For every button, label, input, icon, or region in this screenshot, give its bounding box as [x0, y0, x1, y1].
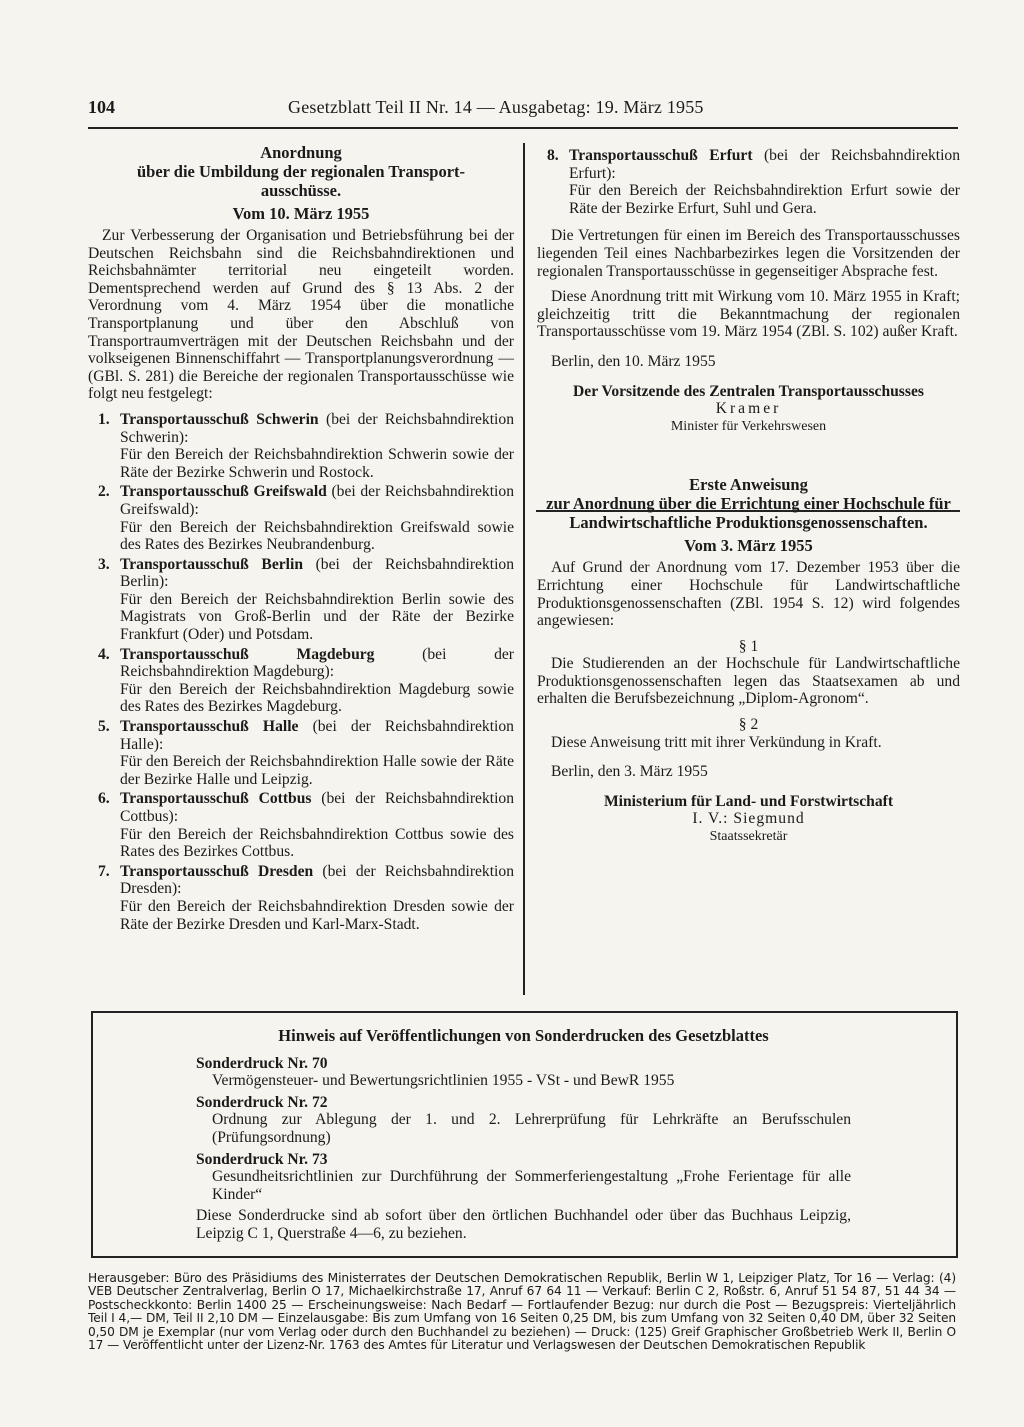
item-body: Für den Bereich der Reichsbahndirektion Dresden sowie der Räte der Bezirke Dresden und Karl-Marx-Stadt. — [120, 897, 514, 933]
section-2-heading: § 2 — [738, 716, 759, 734]
item-number: 2. — [98, 483, 110, 501]
spacer — [537, 341, 960, 353]
list-item — [88, 718, 514, 788]
ordinance-date: Vom 10. März 1955 — [232, 204, 370, 223]
left-column — [88, 143, 514, 935]
signatory-name-1: Kramer — [715, 400, 782, 418]
item-body: Für den Bereich der Reichsbahndirektion Berlin sowie des Magistrats von Groß-Berlin und der Räte der Bezirke Frankfurt (Oder) und Potsdam. — [120, 590, 514, 644]
item-body: Für den Bereich der Reichsbahndirektion Halle sowie der Räte der Bezirke Halle und Leipzig. — [120, 753, 514, 788]
instruction-date: Vom 3. März 1955 — [684, 536, 813, 556]
spacer — [88, 403, 514, 411]
header-rule — [88, 127, 958, 129]
item-head: (bei der Reichsbahndirektion Dresden): — [120, 862, 514, 898]
list-item — [88, 556, 514, 644]
notice-title: Hinweis auf Veröffentlichungen von Sonderdrucken des Gesetzblattes — [278, 1026, 769, 1045]
item-body: Für den Bereich der Reichsbahndirektion Cottbus sowie des Rates des Bezirkes Cottbus. — [120, 825, 514, 861]
item-name: Transportausschuß Halle — [120, 718, 299, 736]
item-body: Für den Bereich der Reichsbahndirektion Schwerin sowie der Räte der Bezirke Schwerin und Rostock. — [120, 446, 514, 481]
signatory-name-2: I. V.: Siegmund — [692, 810, 805, 828]
signatory-organization-1: Der Vorsitzende des Zentralen Transportausschusses — [573, 382, 924, 400]
spacer — [537, 280, 960, 288]
signatory-organization-2: Ministerium für Land- und Forstwirtschaft — [603, 792, 894, 810]
list-item — [88, 411, 514, 481]
item-number: 5. — [98, 718, 110, 736]
item-head: (bei der Reichsbahndirektion Greifswald): — [120, 483, 514, 518]
place-date-2: Berlin, den 3. März 1955 — [551, 763, 708, 781]
special-print-heading: Sonderdruck Nr. 72 — [196, 1093, 328, 1111]
item-name: Transportausschuß Erfurt — [569, 147, 753, 164]
effective-paragraph: Diese Anordnung tritt mit Wirkung vom 10. März 1955 in Kraft; gleichzeitig tritt die Bekanntmachung der regionalen Transportausschüsse vom 19. März 1954 (ZBl. S. 102) außer Kraft. — [537, 288, 960, 341]
item-name: Transportausschuß Greifswald — [120, 483, 327, 501]
item-body: Für den Bereich der Reichsbahndirektion Magdeburg sowie des Rates des Bezirkes Magdeburg. — [120, 680, 514, 716]
imprint: Herausgeber: Büro des Präsidiums des Ministerrates der Deutschen Demokratischen Republik, Berlin W 1, Leipziger Platz, Tor 16 — Verlag: (4) VEB Deutscher Zentralverlag, Berlin O 17, Michaelkirchstraße 17, Anruf 67 64 11 — Verkauf: Berlin C 2, Roßstr. 6, Anruf 51 54 87, 51 44 34 — Postscheckkonto: Berlin 1400 25 — Erscheinungsweise: Nach Bedarf — Fortlaufender Bezug: nur durch die Post — Bezugspreis: Vierteljährlich Teil I 4,— DM, Teil II 2,10 DM — Einzelausgabe: Bis zum Umfang von 16 Seiten 0,25 DM, bis zum Umfang von 32 Seiten 0,40 DM, über 32 Seiten 0,50 DM je Exemplar (nur vom Verlag oder durch den Buchhandel zu beziehen) — Druck: (125) Greif Graphischer Großbetrieb Werk II, Berlin O 17 — Veröffentlicht unter der Lizenz-Nr. 1763 des Amtes für Literatur und Verlagswesen der Deutschen Demokratischen Republik — [88, 1271, 956, 1353]
special-print-heading: Sonderdruck Nr. 73 — [196, 1150, 328, 1168]
right-column — [537, 147, 960, 846]
special-prints-notice — [91, 1011, 958, 1258]
ordinance-intro: Zur Verbesserung der Organisation und Betriebsführung bei der Deutschen Reichsbahn sind die Reichsbahndirektionen und Reichsbahnämter territorial neu eingeteilt worden. Dementsprechend werden auf Grund des § 13 Abs. 2 der Verordnung vom 4. März 1954 über die monatliche Transportplanung und über den Abschluß von Transportraumverträgen mit der Deutschen Reichsbahn und der volkseigenen Binnenschiffahrt — Transportplanungsverordnung — (GBl. S. 281) die Bereiche der regionalen Transportausschüsse wie folgt neu festgelegt: — [88, 227, 514, 403]
list-item — [88, 863, 514, 933]
section-divider — [536, 510, 960, 512]
list-item — [88, 646, 514, 716]
item-head: (bei der Reichsbahndirektion Cottbus): — [120, 790, 514, 825]
signatory-role-1: Minister für Verkehrswesen — [670, 418, 827, 434]
list-item — [537, 147, 960, 217]
section-1-heading: § 1 — [738, 637, 759, 655]
item-number: 6. — [98, 790, 110, 808]
item-name: Transportausschuß Dresden — [120, 862, 314, 880]
spacer — [537, 371, 960, 383]
list-item — [88, 790, 514, 860]
list-item — [88, 483, 514, 553]
ordinance-title-1: Anordnung — [260, 143, 342, 162]
spacer — [537, 751, 960, 763]
item-name: Transportausschuß Cottbus — [120, 790, 312, 808]
special-print-heading: Sonderdruck Nr. 70 — [196, 1054, 328, 1072]
spacer — [537, 219, 960, 227]
item-body: Für den Bereich der Reichsbahndirektion Erfurt sowie der Räte der Bezirke Erfurt, Suhl und Gera. — [569, 182, 960, 217]
signatory-role-2: Staatssekretär — [709, 829, 788, 845]
ordinance-title-3: ausschüsse. — [260, 181, 342, 200]
item-number: 4. — [98, 645, 110, 663]
column-divider — [523, 143, 525, 995]
spacer — [537, 435, 960, 475]
notice-footer: Diese Sonderdrucke sind ab sofort über den örtlichen Buchhandel oder über das Buchhaus Leipzig, Leipzig C 1, Querstraße 4—6, zu beziehen. — [196, 1207, 851, 1242]
running-title: Gesetzblatt Teil II Nr. 14 — Ausgabetag: 19. März 1955 — [288, 97, 704, 117]
special-print-text: Gesundheitsrichtlinien zur Durchführung der Sommerferiengestaltung „Frohe Ferientage für alle Kinder“ — [212, 1168, 851, 1203]
item-body: Für den Bereich der Reichsbahndirektion Greifswald sowie des Rates des Bezirkes Neubrandenburg. — [120, 518, 514, 554]
item-number: 3. — [98, 555, 110, 573]
spacer — [537, 781, 960, 793]
item-number: 7. — [98, 862, 110, 880]
item-name: Transportausschuß Magdeburg — [120, 645, 375, 663]
instruction-title-1: Erste Anweisung — [689, 475, 808, 495]
item-head: (bei der Reichsbahndirektion Halle): — [120, 718, 514, 753]
item-head: (bei der Reichsbahndirektion Erfurt): — [569, 147, 960, 182]
representation-paragraph: Die Vertretungen für einen im Bereich des Transportausschusses liegenden Teil eines Nachbarbezirkes legen die Vorsitzenden der regionalen Transportausschüsse in gegenseitiger Absprache fest. — [537, 227, 960, 280]
special-print-text: Ordnung zur Ablegung der 1. und 2. Lehrerprüfung für Lehrkräfte an Berufsschulen (Prüfungsordnung) — [212, 1111, 851, 1146]
item-head: (bei der Reichsbahndirektion Berlin): — [120, 555, 514, 591]
spacer — [537, 708, 960, 716]
item-number: 8. — [547, 147, 559, 164]
item-head: (bei der Reichsbahndirektion Schwerin): — [120, 410, 514, 446]
item-name: Transportausschuß Berlin — [120, 555, 304, 573]
item-name: Transportausschuß Schwerin — [120, 410, 319, 428]
item-head: (bei der Reichsbahndirektion Magdeburg): — [120, 645, 515, 681]
notice-content — [196, 1027, 851, 1243]
page-header — [88, 97, 958, 123]
instruction-intro: Auf Grund der Anordnung vom 17. Dezember 1953 über die Errichtung einer Hochschule für Landwirtschaftliche Produktionsgenossenschaften (ZBl. 1954 S. 12) wird folgendes angewiesen: — [537, 559, 960, 630]
section-2-text: Diese Anweisung tritt mit ihrer Verkündung in Kraft. — [551, 733, 882, 751]
special-print-text: Vermögensteuer- und Bewertungsrichtlinien 1955 - VSt - und BewR 1955 — [212, 1072, 675, 1090]
section-1-text: Die Studierenden an der Hochschule für Landwirtschaftliche Produktionsgenossenschaften legen das Staatsexamen ab und erhalten die Berufsbezeichnung „Diplom-Agronom“. — [537, 655, 960, 708]
ordinance-title-2: über die Umbildung der regionalen Transport- — [136, 162, 466, 181]
instruction-title-2: zur Anordnung über die Errichtung einer Hochschule für Landwirtschaftliche Produktionsgenossenschaften. — [546, 494, 951, 533]
item-number: 1. — [98, 410, 110, 428]
spacer — [537, 630, 960, 638]
page-number: 104 — [88, 97, 115, 117]
place-date-1: Berlin, den 10. März 1955 — [551, 352, 716, 370]
